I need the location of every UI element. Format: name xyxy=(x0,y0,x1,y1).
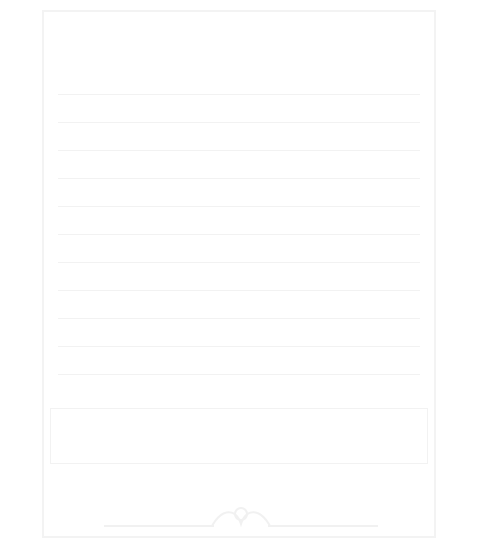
ornament-icon xyxy=(94,500,388,534)
divider xyxy=(58,234,420,235)
row-4 xyxy=(58,208,420,234)
box-row-1 xyxy=(59,411,419,437)
divider xyxy=(58,94,420,95)
divider xyxy=(58,262,420,263)
row-total xyxy=(58,378,420,404)
divider xyxy=(58,150,420,151)
row-6 xyxy=(58,264,420,290)
bottom-box xyxy=(50,408,428,464)
row-8 xyxy=(58,320,420,346)
divider xyxy=(58,290,420,291)
divider xyxy=(58,346,420,347)
faint-label-panel xyxy=(42,10,436,538)
divider xyxy=(58,318,420,319)
row-7 xyxy=(58,292,420,318)
row-3 xyxy=(58,180,420,206)
row-amount xyxy=(58,124,420,150)
divider xyxy=(58,178,420,179)
row-dv-header xyxy=(58,152,420,178)
row-serving xyxy=(58,96,420,122)
row-5 xyxy=(58,236,420,262)
divider xyxy=(58,122,420,123)
row-9 xyxy=(58,348,420,374)
box-row-2 xyxy=(59,437,419,463)
divider xyxy=(58,206,420,207)
divider xyxy=(58,374,420,375)
